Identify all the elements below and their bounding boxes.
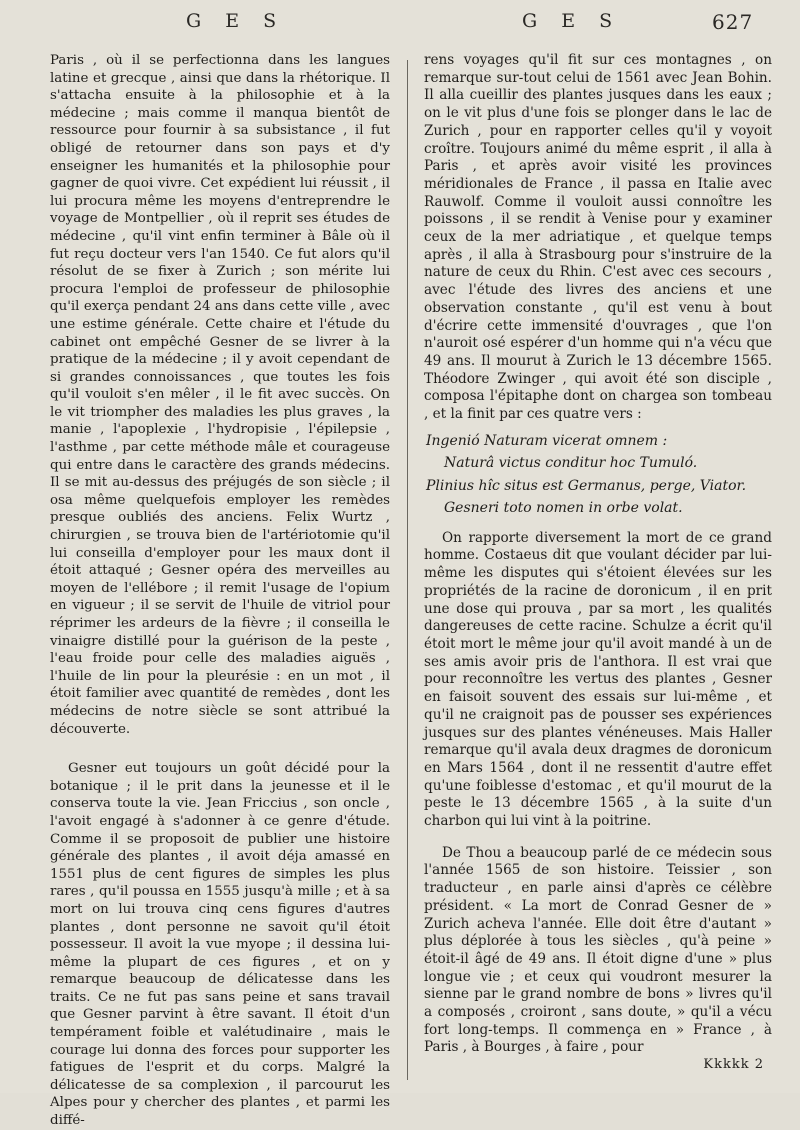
right-paragraph-1: rens voyages qu'il fit sur ces montagnes , on remarque sur-tout celui de 1561 avec Jean Bohin. Il alla cueillir des plantes jusques dans les eaux ; on le vit plus d'une fois se plonger dans le lac de Zurich , pour en rapporter celles qu'il y voyoit croître. Toujours animé du même esprit , il alla à Paris , et après avoir visité les provinces méridionales de France , il passa en Italie avec Rauwolf. Comme il vouloit aussi connoître les poissons , il se rendit à Venise pour y examiner ceux de la mer adriatique , et quelque temps après , il alla à Strasbourg pour s'instruire de la nature de ceux du Rhin. C'est avec ces secours , avec l'étude des livres des anciens et une observation constante , qu'il est venu à bout d'écrire cette immensité d'ouvrages , que l'on n'auroit osé espérer d'un homme qui n'a vécu que 49 ans. Il mourut à Zurich le 13 décembre 1565. Théodore Zwinger , qui avoit été son disciple , composa l'épitaphe dont on chargea son tombeau , et la finit par ces quatre vers : — [424, 52, 772, 423]
epitaph-verse — [424, 430, 772, 520]
left-paragraph-1: Paris , où il se perfectionna dans les langues latine et grecque , ainsi que dans la rhétorique. Il s'attacha ensuite à la philosophie et à la médecine ; mais comme il manqua bientôt de ressource pour fournir à sa subsistance , il fut obligé de retourner dans son pays et d'y enseigner les humanités et la philosophie pour gagner de quoi vivre. Cet expédient lui réussit , il lui procura même les moyens d'entreprendre le voyage de Montpellier , où il reprit ses études de médecine , qu'il vint enfin terminer à Bâle où il fut reçu docteur vers l'an 1540. Ce fut alors qu'il résolut de se fixer à Zurich ; son mérite lui procura l'emploi de professeur de philosophie qu'il exerça pendant 24 ans dans cette ville , avec une estime générale. Cette chaire et l'étude du cabinet ont empêché Gesner de se livrer à la pratique de la médecine ; il y avoit cependant de si grandes connoissances , que toutes les fois qu'il vouloit s'en mêler , il le fit avec succès. On le vit triompher des maladies les plus graves , la manie , l'apoplexie , l'hydropisie , l'épilepsie , l'asthme , par cette méthode mâle et courageuse qui entre dans le caractère des grands médecins. Il se mit au-dessus des préjugés de son siècle ; il osa même quelquefois employer les remèdes presque oubliés des anciens. Felix Wurtz , chirurgien , se trouva bien de l'artériotomie qu'il lui conseilla d'employer pour les maux dont il étoit attaqué ; Gesner opéra des merveilles au moyen de l'ellébore ; il remit l'usage de l'opium en vigueur ; il se servit de l'huile de vitriol pour réprimer les ardeurs de la fièvre ; il conseilla le vinaigre distillé pour la guérison de la peste , l'eau froide pour celle des maladies aiguës , l'huile de lin pour la pleurésie : en un mot , il étoit familier avec quantité de remèdes , dont les médecins de notre siècle se sont attribué la découverte. — [50, 53, 390, 737]
page-number: 627 — [712, 10, 754, 34]
verse-line: Plinius hîc situs est Germanus, perge, Viator. — [426, 477, 747, 494]
right-paragraph-3: De Thou a beaucoup parlé de ce médecin sous l'année 1565 de son histoire. Teissier , son traducteur , en parle ainsi d'après ce célèbre président. « La mort de Conrad Gesner de » Zurich acheva l'année. Elle doit être d'autant » plus déplorée à tous les siècles , qu'à peine » étoit-il âgé de 49 ans. Il étoit digne d'une » plus longue vie ; et ceux qui voudront mesurer la sienne par le grand nombre de bons » livres qu'il a composés , croiront , sans doute, » qu'il a vécu fort long-temps. Il commença en » France , à Paris , à Bourges , à faire , pour — [424, 844, 772, 1056]
verse-line: Gesneri toto nomen in orbe volat. — [444, 500, 683, 517]
right-paragraph-2: On rapporte diversement la mort de ce grand homme. Costaeus dit que voulant décider par lui-même les disputes qui s'étoient élevées sur les propriétés de la racine de doronicum , il en prit une dose qui prouva , par sa mort , les qualités dangereuses de cette racine. Schulze a écrit qu'il étoit mort le même jour qu'il avoit mandé à un de ses amis avoir pris de l'anthora. Il est vrai que pour reconnoître les vertus des plantes , Gesner en faisoit souvent des essais sur lui-même , et qu'il ne craignoit pas de pousser ses expériences jusques sur des plantes vénéneuses. Mais Haller remarque qu'il avala deux dragmes de doronicum en Mars 1564 , dont il ne ressentit d'autre effet qu'une foiblesse d'estomac , et qu'il mourut de la peste le 13 décembre 1565 , à la suite d'un charbon qui lui vint à la poitrine. — [424, 529, 772, 830]
right-column — [424, 52, 772, 1072]
left-column — [50, 52, 390, 1130]
verse-line: Ingenió Naturam vicerat omnem : — [426, 432, 668, 449]
left-paragraph-2: Gesner eut toujours un goût décidé pour la botanique ; il le prit dans la jeunesse et il le conserva toute la vie. Jean Friccius , son oncle , l'avoit engagé à s'adonner à ce genre d'étude. Comme il se proposoit de publier une histoire générale des plantes , il avoit déja amassé en 1551 plus de cent figures de simples les plus rares , qu'il poussa en 1555 jusqu'à mille ; et à sa mort on lui trouva cinq cens figures d'autres plantes , dont personne ne savoit qu'il étoit possesseur. Il avoit la vue myope ; il dessina lui-même la plupart de ces figures , et on y remarque beaucoup de délicatesse dans les traits. Ce ne fut pas sans peine et sans travail que Gesner parvint à être savant. Il étoit d'un tempérament foible et valétudinaire , mais le courage lui donna des forces pour supporter les fatigues de l'esprit et du corps. Malgré la délicatesse de sa complexion , il parcourut les Alpes pour y chercher des plantes , et parmi les diffé- — [50, 761, 390, 1129]
running-header-left: G E S — [186, 10, 286, 32]
signature-mark: Kkkkk 2 — [703, 1057, 764, 1073]
column-divider — [407, 60, 408, 1080]
verse-line: Naturâ victus conditur hoc Tumuló. — [444, 455, 698, 472]
running-header-center: G E S — [522, 10, 622, 32]
